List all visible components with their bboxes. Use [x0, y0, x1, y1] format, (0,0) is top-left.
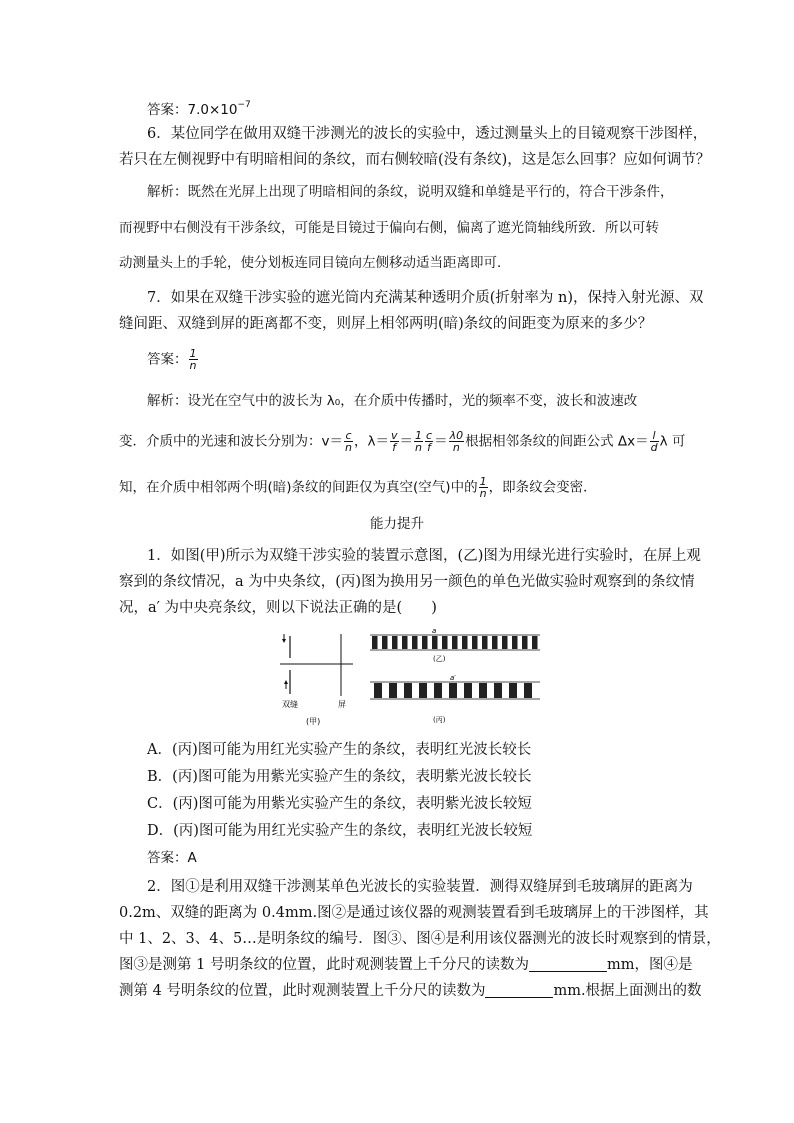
frac-den: f	[427, 441, 431, 454]
fringe-bar	[472, 636, 478, 649]
p2-line1: 2．图①是利用双缝干涉测某单色光波长的实验装置．测得双缝屏到毛玻璃屏的距离为	[147, 879, 693, 895]
text: 变．介质中的光速和波长分别为：v＝	[119, 433, 343, 450]
answer-fraction	[189, 348, 198, 371]
q7-analysis3	[119, 476, 597, 499]
section-title: 能力提升	[370, 516, 424, 532]
fringe-bar	[442, 636, 448, 649]
p2-line3: 中 1、2、3、4、5…是明条纹的编号．图③、图④是利用该仪器测光的波长时观察到的情景，	[119, 931, 721, 947]
p2-line5	[119, 981, 702, 1001]
text: ＝	[434, 433, 448, 450]
q6-line2: 若只在左侧视野中有明暗相间的条纹，而右侧较暗(没有条纹)，这是怎么回事？应如何调节？	[119, 152, 711, 168]
fringe-bar	[434, 683, 442, 698]
fringe-bar	[432, 636, 438, 649]
q6-analysis3: 动测量头上的手轮，使分划板连同目镜向左侧移动适当距离即可．	[119, 255, 511, 271]
q7-analysis1: 解析：设光在空气中的波长为 λ₀，在介质中传播时，光的频率不变，波长和波速改	[147, 393, 638, 409]
q7-line2: 缝间距、双缝到屏的距离都不变，则屏上相邻两明(暗)条纹的间距变为原来的多少？	[119, 316, 653, 332]
fringe-bar	[374, 683, 382, 698]
fringe-bar	[482, 636, 488, 649]
frac-den: f	[392, 441, 397, 454]
fraction-c-f	[425, 430, 433, 453]
frac-den: n	[452, 441, 460, 454]
frac-num: l	[650, 430, 659, 442]
frac-den: n	[345, 441, 352, 454]
answer-value: 7.0×10	[187, 102, 238, 118]
text: ，即条纹会变密．	[488, 479, 597, 496]
fringe-bar	[509, 683, 517, 698]
fringe-bar	[422, 636, 428, 649]
label-jia: (甲)	[306, 717, 321, 726]
frac-den: d	[650, 441, 658, 454]
p2-line2: 0.2m、双缝的距离为 0.4mm.图②是通过该仪器的观测装置看到毛玻璃屏上的干涉图样，其	[119, 905, 709, 921]
fringe-bar	[402, 636, 408, 649]
arrowhead-up-icon	[284, 680, 288, 684]
fringe-bar	[524, 683, 532, 698]
fringe-bar	[502, 636, 508, 649]
fraction-v-f	[390, 430, 399, 453]
answer-label: 答案：	[147, 102, 188, 118]
fringe-bar	[382, 636, 388, 649]
arrowhead-down-icon	[282, 639, 286, 643]
fraction-l-d	[650, 430, 659, 453]
fraction-1-n	[479, 476, 488, 499]
text: ，λ＝	[353, 433, 389, 450]
answer-blank	[485, 983, 553, 998]
fringe-bar	[449, 683, 457, 698]
fringes-bing	[370, 682, 540, 699]
fraction-l0-n	[449, 430, 465, 453]
fringe-bar	[392, 636, 398, 649]
fringe-bar	[464, 683, 472, 698]
q7-answer	[147, 348, 199, 371]
text: 图③是测第 1 号明条纹的位置，此时观测装置上千分尺的读数为	[119, 957, 529, 973]
fringe-bar	[404, 683, 412, 698]
frac-den: n	[189, 359, 197, 372]
text: mm.根据上面测出的数	[553, 983, 702, 999]
frac-num: v	[390, 429, 398, 442]
frac-num: 1	[415, 429, 422, 442]
text: mm，图④是	[606, 957, 693, 973]
p2-line4	[119, 955, 692, 975]
q7-analysis2	[119, 430, 685, 453]
fringe-bar	[492, 636, 498, 649]
fringe-bar	[479, 683, 487, 698]
fringe-bar	[512, 636, 518, 649]
text: 知，在介质中相邻两个明(暗)条纹的间距仅为真空(空气)中的	[119, 479, 478, 496]
frac-num: 1	[189, 347, 197, 360]
answer-exponent: −7	[237, 100, 251, 110]
label-a-prime: a′	[450, 674, 456, 682]
q6-analysis2: 而视野中右侧没有干涉条纹，可能是目镜过于偏向右侧，偏离了遮光筒轴线所致．所以可转	[119, 220, 659, 236]
option-d: D．(丙)图可能为用红光实验产生的条纹，表明红光波长较短	[147, 823, 533, 839]
fringe-bar	[419, 683, 427, 698]
fringe-bar	[372, 636, 378, 649]
fringes-yi	[370, 635, 540, 650]
fringe-bar	[389, 683, 397, 698]
frac-num: 1	[479, 475, 487, 488]
text: ＝	[399, 433, 413, 450]
fringe-bar	[532, 636, 538, 649]
p1-line3: 况，a′ 为中央亮条纹，则以下说法正确的是( )	[119, 600, 437, 616]
frac-num: λ0	[449, 429, 464, 442]
label-bing: (丙)	[433, 716, 446, 724]
fringe-bar	[522, 636, 528, 649]
label-a: a	[432, 628, 437, 635]
answer-blank	[529, 957, 607, 972]
label-yi: (乙)	[433, 655, 446, 663]
answer-prev	[147, 95, 251, 120]
label-slits: 双缝	[282, 700, 298, 709]
text: 测第 4 号明条纹的位置，此时观测装置上千分尺的读数为	[119, 983, 486, 999]
p1-line1: 1．如图(甲)所示为双缝干涉实验的装置示意图，(乙)图为用绿光进行实验时，在屏上观	[147, 548, 701, 564]
q6-line1: 6．某位同学在做用双缝干涉测光的波长的实验中，透过测量头上的目镜观察干涉图样，	[147, 126, 708, 142]
fraction-c-n	[344, 430, 353, 453]
fringe-bar	[494, 683, 502, 698]
p1-line2: 察到的条纹情况，a 为中央条纹，(丙)图为换用另一颜色的单色光做实验时观察到的条纹情	[119, 574, 695, 590]
fringe-bar	[452, 636, 458, 649]
frac-den: n	[479, 487, 487, 500]
q6-analysis1: 解析：既然在光屏上出现了明暗相间的条纹，说明双缝和单缝是平行的，符合干涉条件，	[147, 184, 674, 200]
answer-label: 答案：	[147, 351, 188, 368]
fraction-1-n	[414, 430, 423, 453]
fringe-bar	[462, 636, 468, 649]
p1-answer: 答案：A	[147, 850, 197, 866]
text: λ 可	[659, 433, 686, 450]
text: 根据相邻条纹的间距公式 Δx＝	[465, 433, 649, 450]
frac-num: c	[345, 429, 352, 442]
fringe-bar	[412, 636, 418, 649]
label-screen: 屏	[338, 700, 346, 709]
option-b: B．(丙)图可能为用紫光实验产生的条纹，表明紫光波长较长	[147, 769, 532, 785]
frac-num: c	[426, 429, 433, 442]
interference-figure	[278, 628, 548, 728]
option-c: C．(丙)图可能为用紫光实验产生的条纹，表明紫光波长较短	[147, 796, 532, 812]
option-a: A．(丙)图可能为用红光实验产生的条纹，表明红光波长较长	[147, 742, 532, 758]
q7-line1: 7．如果在双缝干涉实验的遮光筒内充满某种透明介质(折射率为 n)，保持入射光源、双	[147, 290, 704, 306]
frac-den: n	[415, 441, 422, 454]
